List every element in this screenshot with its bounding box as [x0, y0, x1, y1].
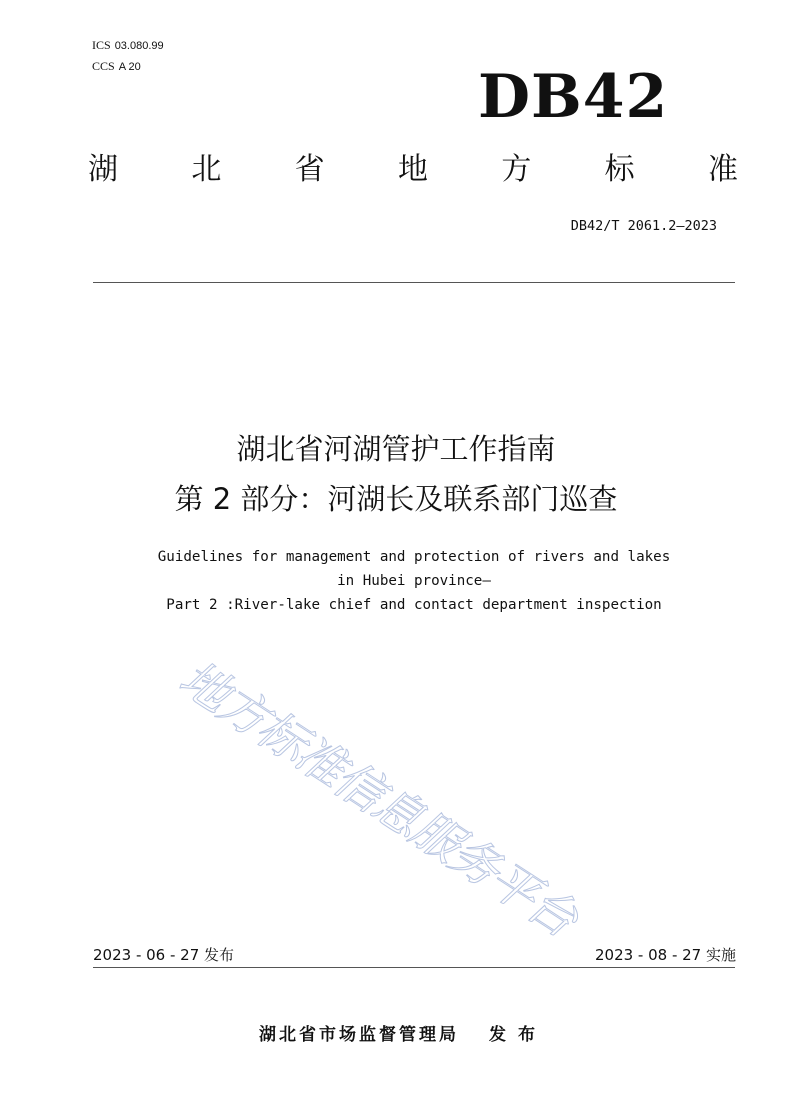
- ics-value: 03.080.99: [114, 40, 164, 52]
- issuer-line: [0, 1022, 792, 1048]
- ics-label: ICS: [92, 38, 111, 52]
- title-cn-line-1: 湖北省河湖管护工作指南: [236, 432, 556, 466]
- implementation-date: 2023 - 08 - 27 实施: [594, 946, 736, 964]
- issuer-name: 湖北省市场监督管理局: [259, 1025, 459, 1045]
- title-en-line-1: Guidelines for management and protection of rivers and lakes: [157, 549, 671, 565]
- standard-type-char: 标: [604, 152, 635, 187]
- issuer-action: 发布: [489, 1025, 547, 1045]
- title-en-line-3: Part 2 :River-lake chief and contact department inspection: [166, 597, 662, 613]
- issue-date: 2023 - 06 - 27 发布: [93, 946, 235, 964]
- ccs-value: A 20: [118, 61, 141, 73]
- ccs-classification: [92, 59, 141, 74]
- standard-type-char: 地: [397, 152, 428, 187]
- footer-divider: [93, 967, 735, 968]
- watermark: 地方标准信息服务平台: [169, 650, 586, 948]
- standard-type-char: 方: [501, 152, 532, 187]
- standard-number: DB42/T 2061.2—2023: [570, 218, 717, 234]
- ccs-label: CCS: [92, 59, 115, 73]
- title-en-line-2: in Hubei province—: [337, 573, 491, 589]
- standard-type-char: 北: [191, 152, 222, 187]
- standard-type-char: 湖: [88, 152, 118, 187]
- header-divider: [93, 282, 735, 283]
- standard-type-char: 省: [294, 152, 325, 187]
- standard-type-char: 准: [707, 152, 738, 187]
- title-cn-line-2: 第 2 部分：河湖长及联系部门巡查: [174, 482, 618, 516]
- db-standard-code: DB42: [478, 62, 669, 132]
- ics-classification: [92, 38, 164, 53]
- standard-type-heading: [88, 150, 738, 190]
